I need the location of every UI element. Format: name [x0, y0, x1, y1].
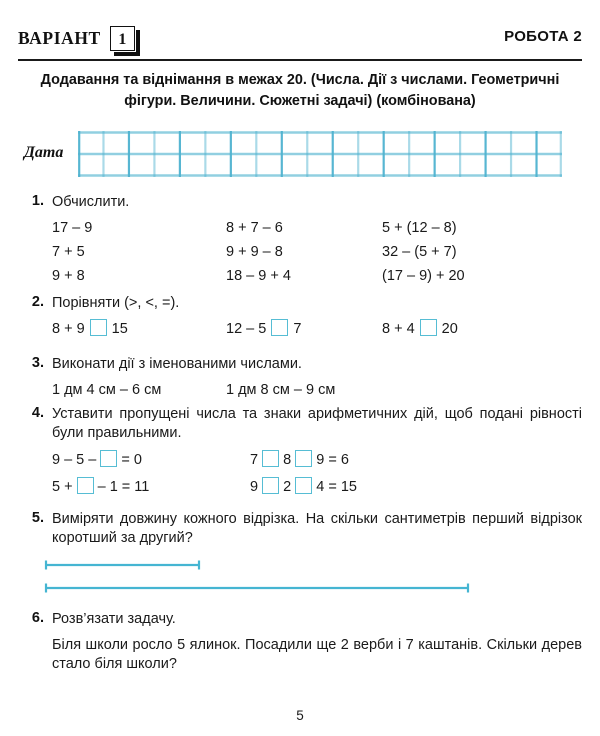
task-4-equation-4	[250, 475, 357, 499]
first-segment	[44, 559, 204, 571]
task-2-comparison-3	[382, 317, 458, 341]
task-4-number: 4.	[31, 405, 44, 421]
task-2	[18, 294, 582, 341]
task-4-eq4-box-2[interactable]	[295, 477, 312, 494]
second-segment	[44, 582, 474, 594]
page-title: Додавання та віднімання в межах 20. (Числа. Дії з числами. Геометричні фігури. Величини. Сюжетні задачі) (комбінована)	[40, 72, 560, 109]
task-5-number: 5.	[31, 510, 44, 526]
page-number: 5	[296, 708, 304, 723]
task-1-expr-1-1: 17 – 9	[52, 220, 93, 236]
task-1-row-3	[52, 264, 582, 288]
task-6	[18, 610, 582, 674]
task-4-eq1-part2: = 0	[117, 452, 142, 468]
task-4-equation-2	[250, 448, 349, 472]
task-4-equation-3	[52, 475, 149, 499]
task-4-equation-1	[52, 448, 142, 472]
task-3	[18, 355, 582, 402]
task-1-row-2	[52, 240, 582, 264]
task-3-prompt: Виконати дії з іменованими числами.	[52, 356, 302, 372]
task-2-right-2: 7	[293, 321, 302, 337]
variant-label: ВАРІАНТ	[18, 28, 101, 48]
task-2-answer-box-1[interactable]	[90, 319, 107, 336]
task-4-eq3-part1: 5 +	[52, 479, 77, 495]
task-3-row	[52, 378, 582, 402]
task-4-eq2-box-1[interactable]	[262, 450, 279, 467]
variant-number-box: 1	[110, 26, 135, 51]
task-4-eq4-box-1[interactable]	[262, 477, 279, 494]
task-4-eq3-part2: – 1 = 11	[93, 479, 150, 495]
task-2-comparison-1	[52, 317, 128, 341]
task-6-prompt: Розв’язати задачу.	[52, 611, 176, 627]
task-1-number: 1.	[31, 193, 44, 209]
task-4-eq4-part2: 2	[279, 479, 296, 495]
task-1-expr-3-3: (17 – 9) + 20	[382, 268, 465, 284]
task-5	[18, 510, 582, 548]
task-1-row-1	[52, 216, 582, 240]
task-1-prompt: Обчислити.	[52, 194, 130, 210]
task-5-prompt: Виміряти довжину кожного відрізка. На скільки сантиметрів перший відрізок коротший за другий?	[52, 511, 582, 546]
header-divider	[18, 59, 582, 61]
variant-indicator	[18, 26, 135, 51]
work-label: РОБОТА 2	[504, 28, 582, 45]
task-1-expr-3-2: 32 – (5 + 7)	[382, 244, 457, 260]
task-4-eq1-part1: 9 – 5 –	[52, 452, 101, 468]
task-2-right-1: 15	[111, 321, 128, 337]
task-4-eq4-part3: 4 = 15	[312, 479, 357, 495]
task-2-right-3: 20	[441, 321, 458, 337]
page-header	[18, 26, 582, 56]
task-4-eq3-box-1[interactable]	[77, 477, 94, 494]
date-grid[interactable]	[78, 131, 562, 177]
task-6-number: 6.	[31, 610, 44, 626]
task-2-answer-box-3[interactable]	[420, 319, 437, 336]
task-6-problem: Біля школи росло 5 ялинок. Посадили ще 2 верби і 7 каштанів. Скільки дерев стало біля школи?	[52, 637, 582, 672]
task-1-expr-2-1: 8 + 7 – 6	[226, 220, 283, 236]
task-2-row	[52, 317, 582, 341]
task-4-prompt: Уставити пропущені числа та знаки арифметичних дій, щоб подані рівності були правильними.	[52, 406, 582, 441]
task-1-expr-2-2: 9 + 9 – 8	[226, 244, 283, 260]
task-4-eq2-box-2[interactable]	[295, 450, 312, 467]
task-3-item-1: 1 дм 4 см – 6 см	[52, 382, 162, 398]
task-3-number: 3.	[31, 355, 44, 371]
task-4-row-2	[52, 475, 582, 499]
task-4	[18, 405, 582, 499]
task-2-prompt: Порівняти (>, <, =).	[52, 295, 180, 311]
task-4-eq4-part1: 9	[250, 479, 263, 495]
task-2-number: 2.	[31, 294, 44, 310]
task-4-eq1-box-1[interactable]	[100, 450, 117, 467]
task-2-left-3: 8 + 4	[382, 321, 415, 337]
task-4-row-1	[52, 448, 582, 472]
task-1-expr-3-1: 5 + (12 – 8)	[382, 220, 457, 236]
date-label: Дата	[24, 144, 64, 161]
task-1-expr-1-3: 9 + 8	[52, 268, 85, 284]
task-1	[18, 193, 582, 288]
task-2-left-2: 12 – 5	[226, 321, 267, 337]
task-2-answer-box-2[interactable]	[271, 319, 288, 336]
task-1-expr-1-2: 7 + 5	[52, 244, 85, 260]
task-1-expr-2-3: 18 – 9 + 4	[226, 268, 291, 284]
task-4-eq2-part1: 7	[250, 452, 263, 468]
task-4-eq2-part3: 9 = 6	[312, 452, 349, 468]
task-3-item-2: 1 дм 8 см – 9 см	[226, 382, 336, 398]
task-2-comparison-2	[226, 317, 301, 341]
task-4-eq2-part2: 8	[279, 452, 296, 468]
task-2-left-1: 8 + 9	[52, 321, 85, 337]
